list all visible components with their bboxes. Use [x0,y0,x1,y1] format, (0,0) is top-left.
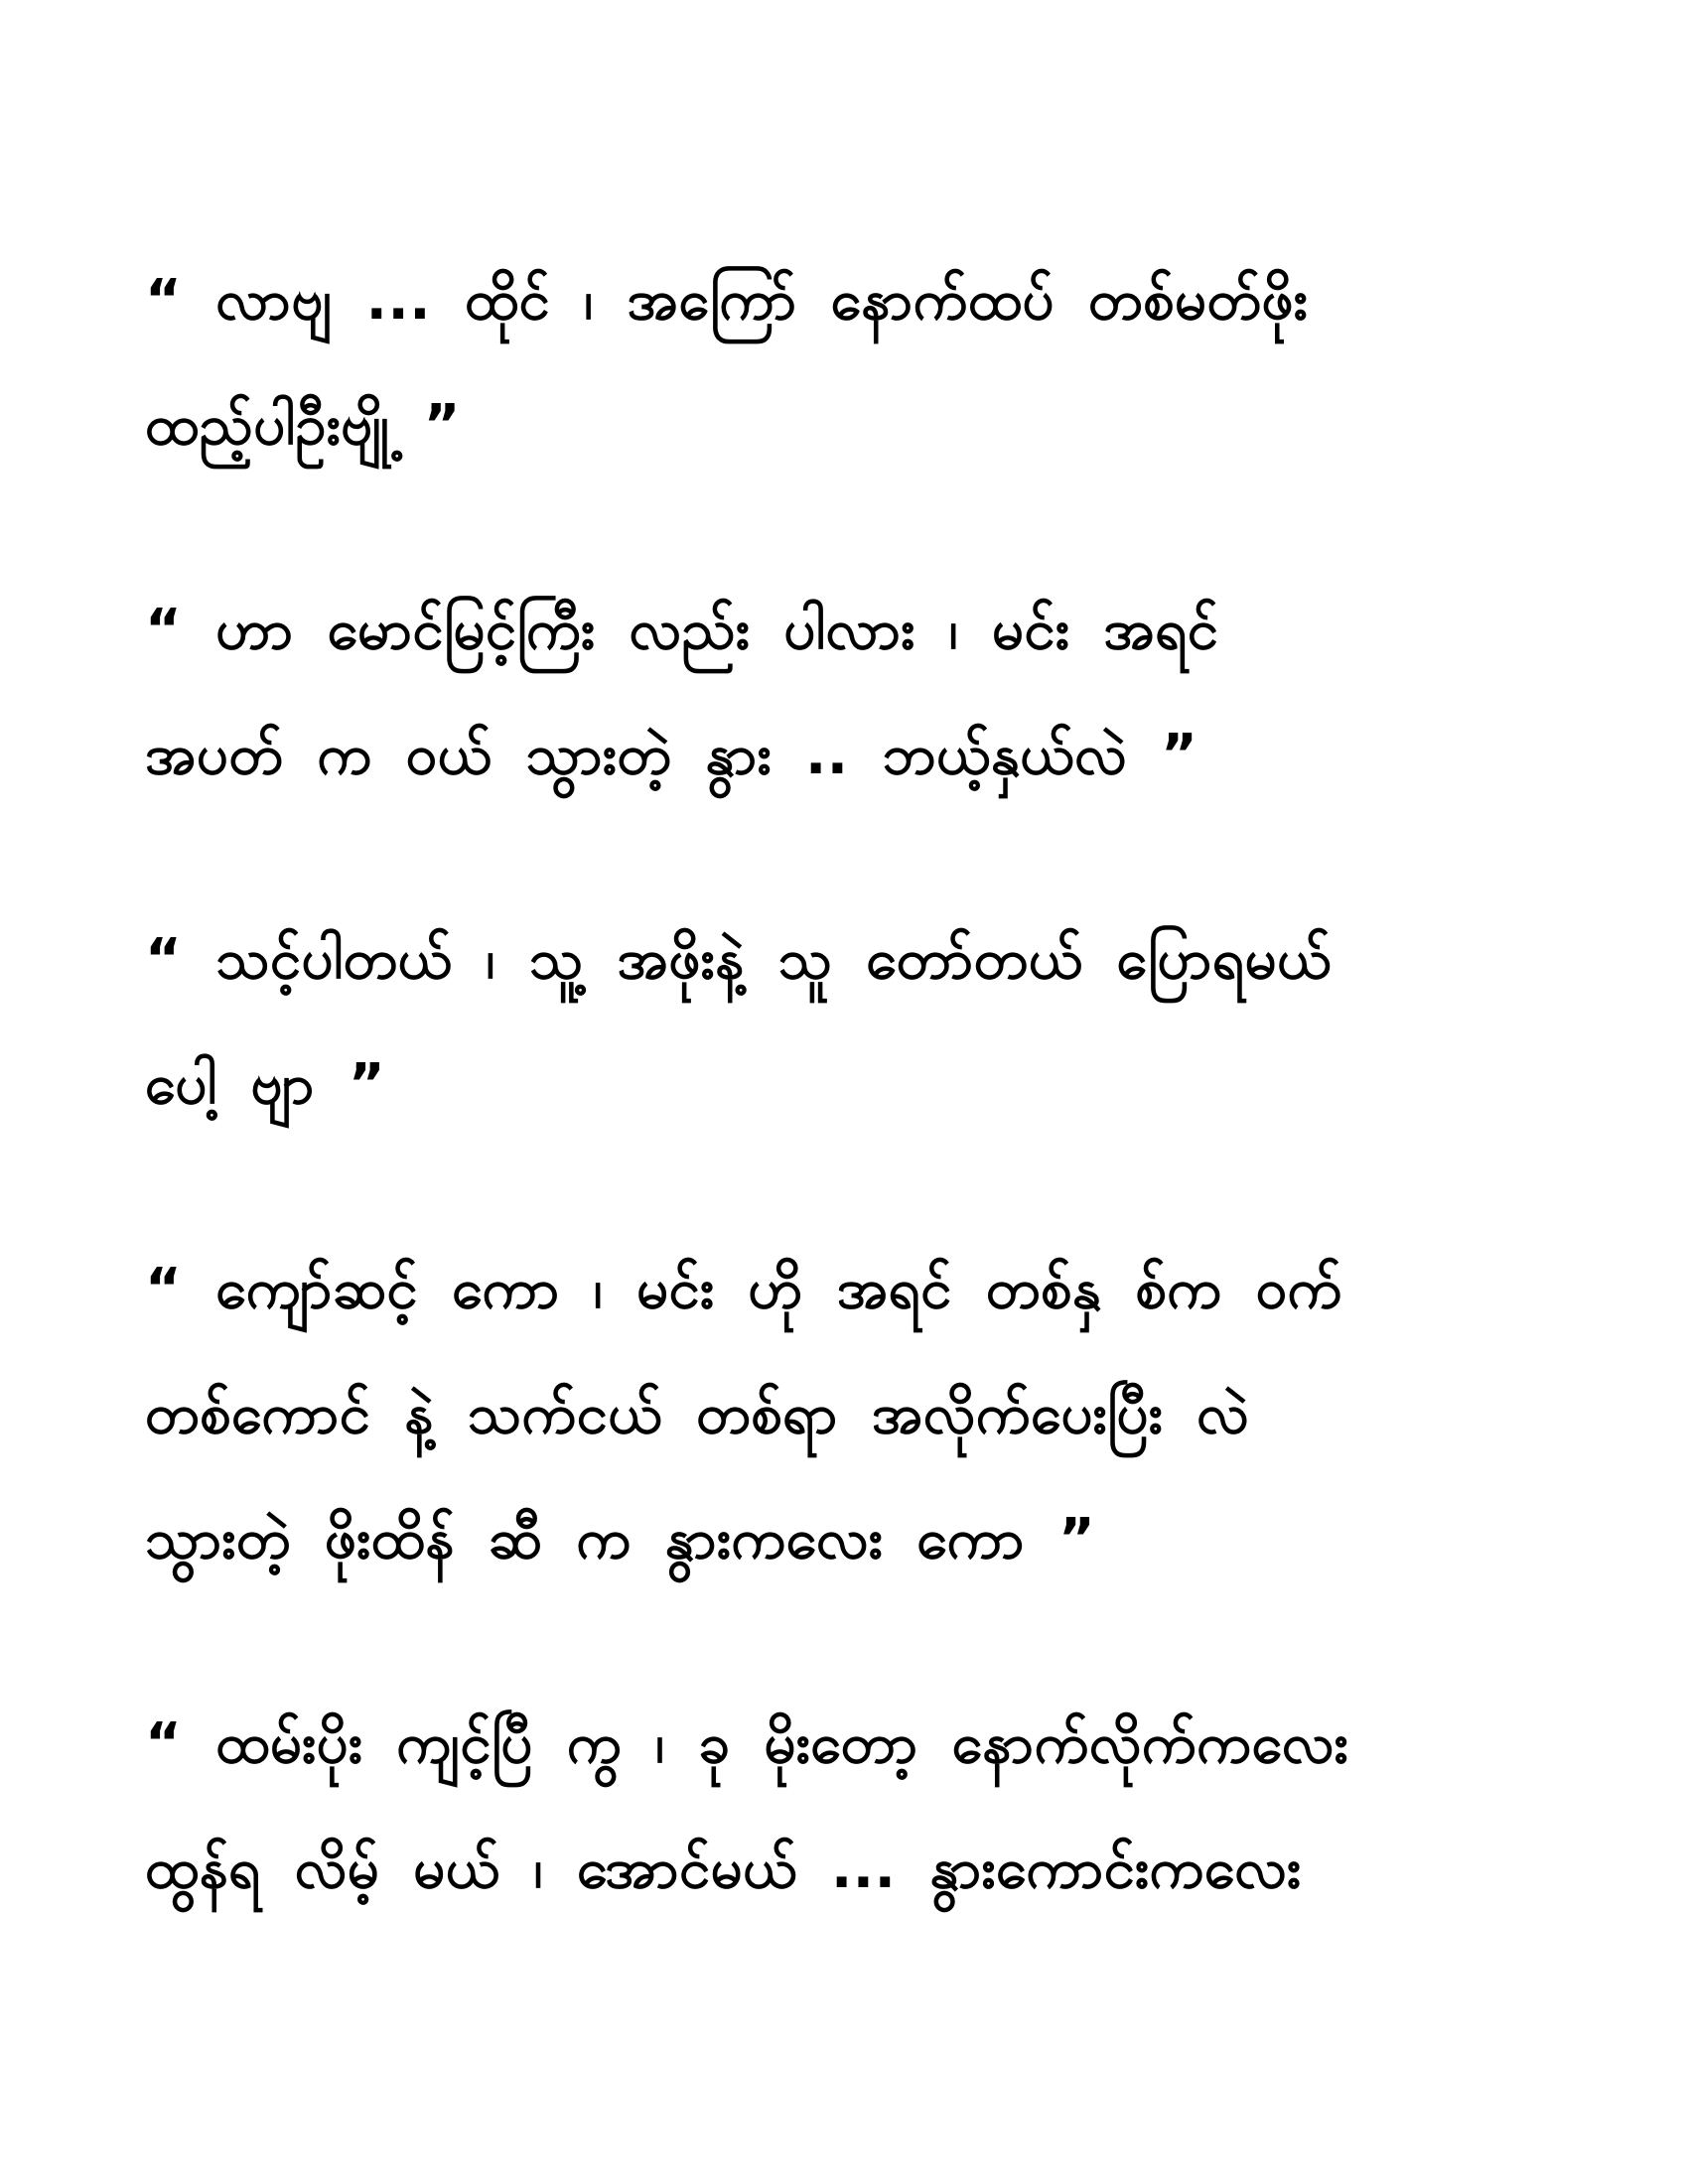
text-line: “ သင့်ပါတယ် ၊ သူ့ အဖိုးနဲ့ သူ တော်တယ် ပြောရမယ် [145,927,1332,992]
dialogue-paragraph [145,1682,1565,1932]
text-line: တစ်ကောင် နဲ့ သက်ငယ် တစ်ရာ အလိုက်ပေးပြီး လဲ [145,1382,1250,1446]
text-line: ပေါ့ ဗျာ ” [145,1052,386,1117]
dialogue-paragraph [145,897,1565,1148]
text-line: သွားတဲ့ ဖိုးထိန် ဆီ က နွားကလေး ကော ” [145,1507,1096,1571]
paragraph-container [145,238,1565,2011]
dialogue-paragraph [145,568,1565,818]
text-line: ထည့်ပါဦးဗျို့ ” [145,393,461,458]
text-line: “ ဟာ မောင်မြင့်ကြီး လည်း ပါလား ၊ မင်း အရင် [145,598,1219,662]
text-line: “ ထမ်းပိုး ကျင့်ပြီ ကွ ၊ ခု မိုးတော့ နောက်လိုက်ကလေး [145,1711,1349,1776]
text-line: အပတ် က ဝယ် သွားတဲ့ နွား .. ဘယ့်နှယ်လဲ ” [145,723,1198,787]
text-line: ထွန်ရ လိမ့် မယ် ၊ အောင်မယ် ... နွားကောင်းကလေး [145,1837,1302,1901]
text-line: “ လာဗျ ... ထိုင် ၊ အကြော် နောက်ထပ် တစ်မတ်ဖိုး [145,268,1309,333]
dialogue-paragraph [145,1227,1565,1602]
text-line: “ ကျော်ဆင့် ကော ၊ မင်း ဟို အရင် တစ်နှ စ်က ဝက် [145,1257,1342,1321]
dialogue-paragraph [145,238,1565,488]
